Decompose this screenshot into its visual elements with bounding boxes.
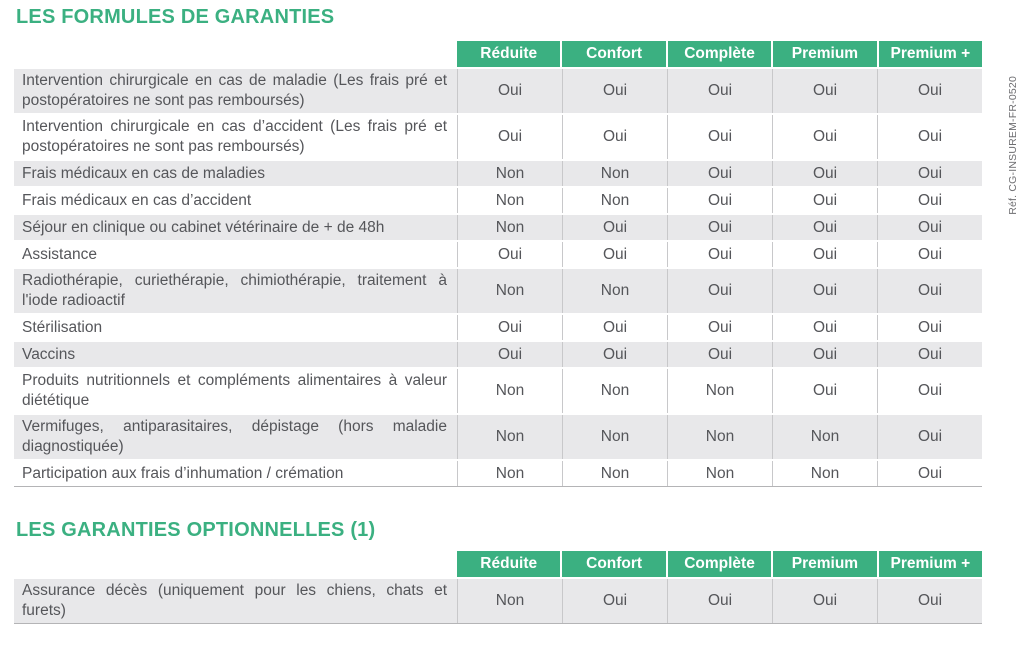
value-cell: Oui	[457, 342, 562, 367]
value-cell: Oui	[772, 161, 877, 186]
table-row	[14, 213, 982, 240]
value-cell: Oui	[667, 342, 772, 367]
column-header: Premium +	[877, 41, 982, 67]
value-cell: Non	[562, 369, 667, 413]
column-header: Premium +	[877, 551, 982, 577]
column-header: Réduite	[457, 551, 560, 577]
row-label	[14, 161, 457, 186]
row-label	[14, 369, 457, 413]
row-label	[14, 315, 457, 340]
value-cell: Oui	[772, 215, 877, 240]
table-row	[14, 113, 982, 159]
value-cell: Oui	[562, 69, 667, 113]
table-row	[14, 577, 982, 623]
value-cell: Oui	[877, 369, 982, 413]
value-cell: Oui	[667, 579, 772, 623]
value-cell: Oui	[877, 461, 982, 486]
row-label	[14, 342, 457, 367]
row-label-text: Séjour en clinique ou cabinet vétérinaire de + de 48h	[22, 218, 385, 236]
value-cell: Oui	[877, 315, 982, 340]
value-cell: Oui	[877, 269, 982, 313]
value-cell: Oui	[877, 242, 982, 267]
value-cell: Non	[457, 188, 562, 213]
formules-table	[14, 41, 982, 487]
row-label-text: Radiothérapie, curiethérapie, chimiothérapie, traitement à l'iode radioactif	[22, 272, 447, 309]
column-header: Premium	[771, 551, 876, 577]
value-cell: Oui	[877, 69, 982, 113]
value-cell: Oui	[667, 161, 772, 186]
value-cell: Oui	[877, 415, 982, 459]
value-cell: Oui	[667, 115, 772, 159]
column-header: Confort	[560, 41, 665, 67]
table-row	[14, 240, 982, 267]
column-header: Complète	[666, 551, 771, 577]
value-cell: Oui	[772, 369, 877, 413]
column-header: Confort	[560, 551, 665, 577]
value-cell: Oui	[772, 69, 877, 113]
value-cell: Oui	[877, 342, 982, 367]
value-cell: Oui	[877, 115, 982, 159]
value-cell: Oui	[877, 188, 982, 213]
value-cell: Oui	[877, 161, 982, 186]
value-cell: Oui	[562, 579, 667, 623]
value-cell: Non	[457, 161, 562, 186]
value-cell: Oui	[457, 315, 562, 340]
value-cell: Oui	[877, 579, 982, 623]
row-label	[14, 461, 457, 486]
value-cell: Oui	[772, 115, 877, 159]
row-label	[14, 215, 457, 240]
optionnelles-table	[14, 551, 982, 624]
value-cell: Oui	[667, 315, 772, 340]
value-cell: Oui	[772, 188, 877, 213]
value-cell: Oui	[877, 215, 982, 240]
value-cell: Oui	[562, 115, 667, 159]
column-header: Premium	[771, 41, 876, 67]
value-cell: Oui	[772, 242, 877, 267]
value-cell: Non	[667, 415, 772, 459]
value-cell: Non	[562, 461, 667, 486]
value-cell: Non	[457, 461, 562, 486]
row-label-text: Produits nutritionnels et compléments alimentaires à valeur diététique	[22, 372, 447, 409]
value-cell: Non	[562, 188, 667, 213]
table-body	[14, 67, 982, 487]
value-cell: Oui	[667, 69, 772, 113]
row-label-text: Vermifuges, antiparasitaires, dépistage (hors maladie diagnostiquée)	[22, 418, 447, 455]
table-row	[14, 413, 982, 459]
value-cell: Non	[457, 415, 562, 459]
section-formules-de-garanties	[14, 6, 982, 487]
row-label-text: Vaccins	[22, 345, 76, 363]
section-title-optionnelles: LES GARANTIES OPTIONNELLES (1)	[16, 519, 376, 541]
value-cell: Non	[772, 461, 877, 486]
value-cell: Oui	[457, 242, 562, 267]
row-label	[14, 242, 457, 267]
value-cell: Oui	[772, 269, 877, 313]
table-row	[14, 159, 982, 186]
value-cell: Non	[457, 369, 562, 413]
row-label	[14, 269, 457, 313]
row-label-text: Frais médicaux en cas de maladies	[22, 164, 265, 182]
value-cell: Oui	[562, 242, 667, 267]
row-label-text: Intervention chirurgicale en cas d’accident (Les frais pré et postopératoires ne sont pas remboursés)	[22, 118, 447, 155]
value-cell: Non	[457, 269, 562, 313]
section-garanties-optionnelles	[14, 519, 982, 624]
row-label	[14, 188, 457, 213]
table-row	[14, 67, 982, 113]
value-cell: Oui	[772, 315, 877, 340]
row-label-text: Assurance décès (uniquement pour les chiens, chats et furets)	[22, 582, 447, 619]
value-cell: Oui	[562, 342, 667, 367]
row-label	[14, 115, 457, 159]
value-cell: Oui	[457, 69, 562, 113]
row-label-text: Stérilisation	[22, 318, 103, 336]
document-reference-code: Réf. CG-INSUREM-FR-0520	[1007, 76, 1019, 215]
value-cell: Oui	[667, 242, 772, 267]
value-cell: Oui	[772, 579, 877, 623]
row-label-text: Assistance	[22, 245, 97, 263]
row-label	[14, 415, 457, 459]
value-cell: Oui	[772, 342, 877, 367]
value-cell: Non	[457, 579, 562, 623]
row-label	[14, 579, 457, 623]
table-header-row	[457, 41, 982, 67]
row-label	[14, 69, 457, 113]
value-cell: Non	[667, 369, 772, 413]
table-row	[14, 459, 982, 486]
value-cell: Non	[562, 415, 667, 459]
value-cell: Non	[562, 161, 667, 186]
table-row	[14, 367, 982, 413]
value-cell: Non	[562, 269, 667, 313]
value-cell: Oui	[667, 215, 772, 240]
value-cell: Oui	[562, 315, 667, 340]
table-row	[14, 313, 982, 340]
table-row	[14, 267, 982, 313]
row-label-text: Frais médicaux en cas d’accident	[22, 191, 252, 209]
table-header-row	[457, 551, 982, 577]
value-cell: Non	[667, 461, 772, 486]
table-row	[14, 340, 982, 367]
value-cell: Oui	[562, 215, 667, 240]
column-header: Réduite	[457, 41, 560, 67]
value-cell: Oui	[667, 188, 772, 213]
table-row	[14, 186, 982, 213]
row-label-text: Participation aux frais d’inhumation / crémation	[22, 464, 344, 482]
value-cell: Non	[457, 215, 562, 240]
table-body	[14, 577, 982, 624]
section-title-formules: LES FORMULES DE GARANTIES	[16, 6, 335, 28]
value-cell: Oui	[667, 269, 772, 313]
row-label-text: Intervention chirurgicale en cas de maladie (Les frais pré et postopératoires ne sont pas remboursés)	[22, 72, 447, 109]
column-header: Complète	[666, 41, 771, 67]
value-cell: Non	[772, 415, 877, 459]
value-cell: Oui	[457, 115, 562, 159]
